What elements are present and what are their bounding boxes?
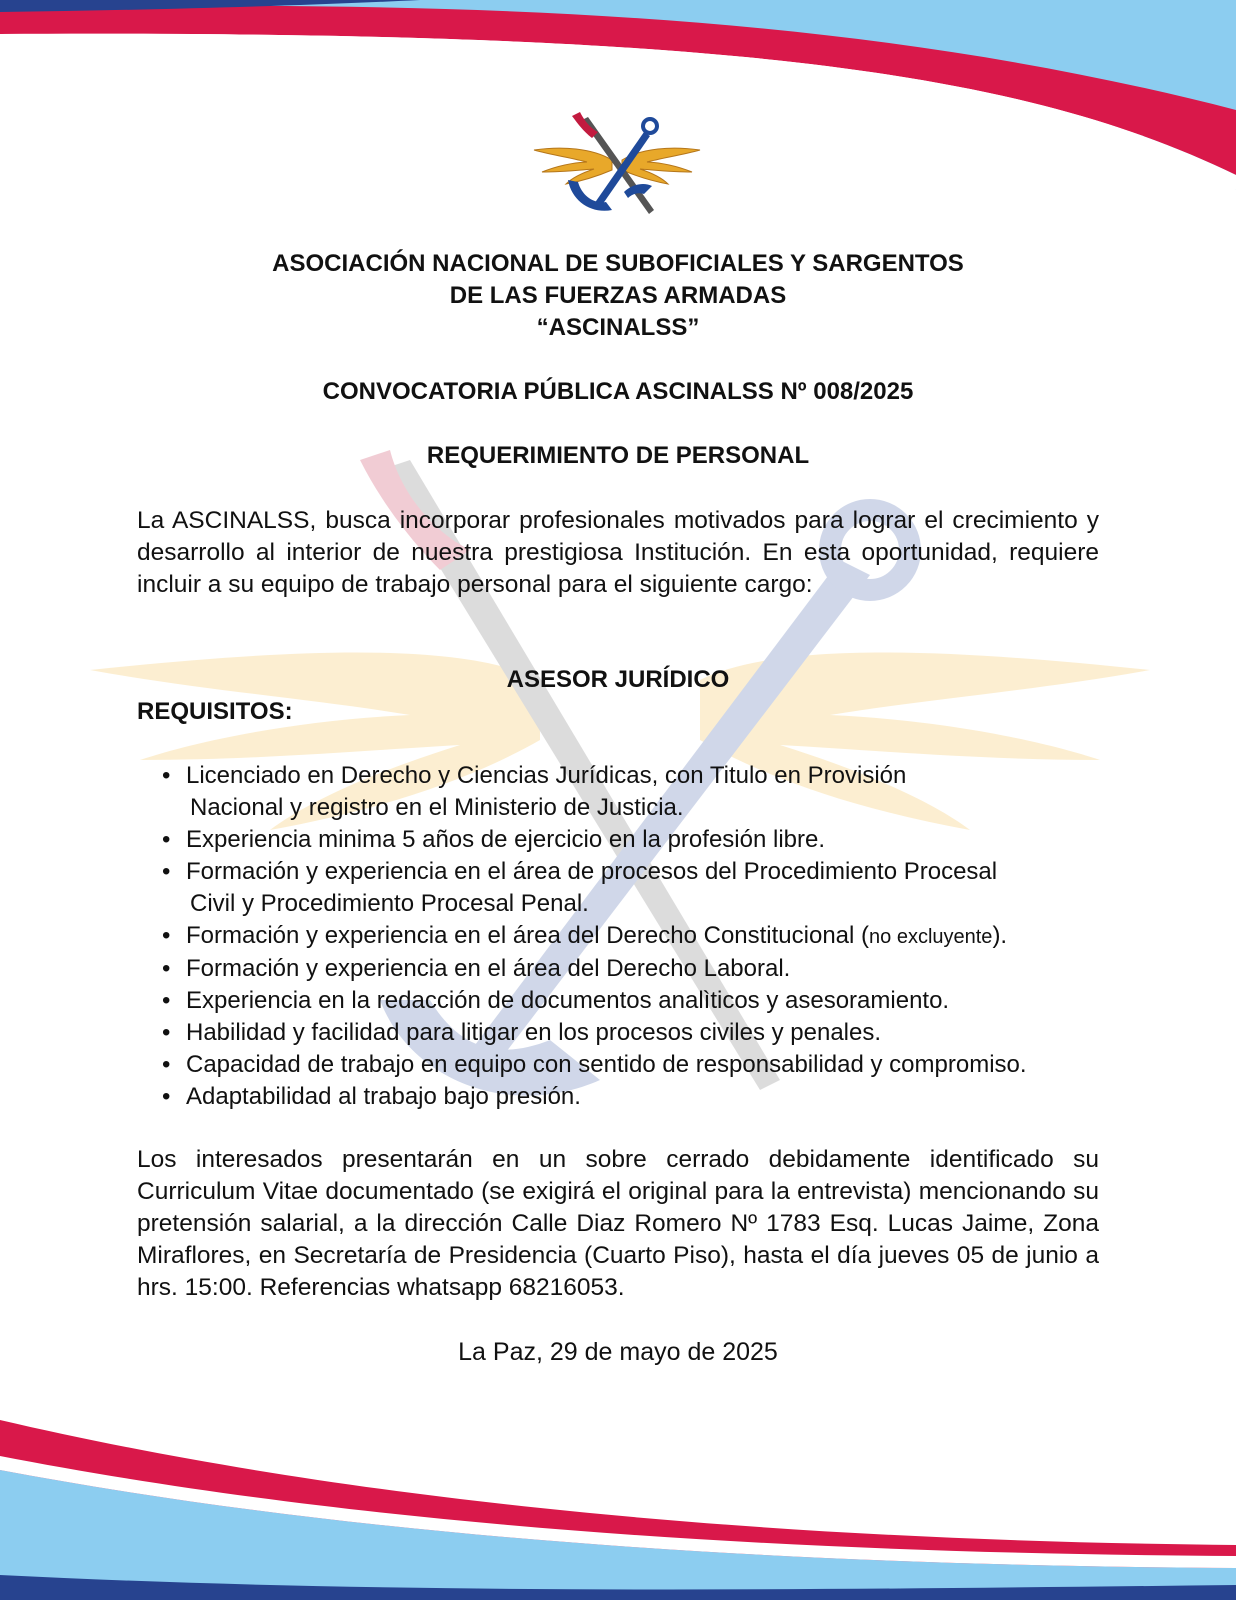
list-item: • Capacidad de trabajo en equipo con sentido de responsabilidad y compromiso. [160,1049,1160,1081]
requerimiento-title: REQUERIMIENTO DE PERSONAL [426,442,810,469]
bullet-icon: • [162,762,171,789]
list-item: • Experiencia en la redacción de documentos analìticos y asesoramiento. [160,985,1160,1017]
organization-name-line1: ASOCIACIÓN NACIONAL DE SUBOFICIALES Y SARGENTOS [272,250,964,277]
bullet-icon: • [162,922,171,949]
convocatoria-title: CONVOCATORIA PÚBLICA ASCINALSS Nº 008/2025 [322,378,914,405]
bullet-icon: • [162,1083,171,1110]
place-date: La Paz, 29 de mayo de 2025 [458,1338,778,1366]
requisitos-title: REQUISITOS: [137,698,293,725]
bullet-icon: • [162,1051,171,1078]
bullet-icon: • [162,858,171,885]
list-item: • Formación y experiencia en el área del Derecho Laboral. [160,953,1160,985]
organization-header [0,248,1236,344]
list-item: • Formación y experiencia en el área del Derecho Constitucional (no excluyente). [160,920,1160,953]
organization-name-line2: DE LAS FUERZAS ARMADAS [449,282,787,309]
bullet-icon: • [162,955,171,982]
bullet-icon: • [162,987,171,1014]
organization-acronym: “ASCINALSS” [536,314,700,341]
requisitos-list [160,760,1160,1113]
list-item: • Habilidad y facilidad para litigar en los procesos civiles y penales. [160,1017,1160,1049]
bullet-icon: • [162,1019,171,1046]
bullet-icon: • [162,826,171,853]
cargo-title: ASESOR JURÍDICO [506,666,730,693]
intro-paragraph: La ASCINALSS, busca incorporar profesionales motivados para lograr el crecimiento y desarrollo al interior de nuestra prestigiosa Institución. En esta oportunidad, requiere incluir a su equipo de trabajo personal para el siguiente cargo: [137,507,1099,598]
list-item: • Experiencia minima 5 años de ejercicio en la profesión libre. [160,824,1160,856]
list-item: • Adaptabilidad al trabajo bajo presión. [160,1081,1160,1113]
list-item: • Formación y experiencia en el área de procesos del Procedimiento Procesal Civil y Procedimiento Procesal Penal. [162,858,998,917]
closing-paragraph: Los interesados presentarán en un sobre cerrado debidamente identificado su Curriculum Vitae documentado (se exigirá el original para la entrevista) mencionando su pretensión salarial, a la dirección Calle Diaz Romero Nº 1783 Esq. Lucas Jaime, Zona Miraflores, en Secretaría de Presidencia (Cuarto Piso), hasta el día jueves 05 de junio a hrs. 15:00. Referencias whatsapp 68216053. [137,1146,1099,1301]
list-item: • Licenciado en Derecho y Ciencias Jurídicas, con Titulo en Provisión Nacional y registro en el Ministerio de Justicia. [162,762,907,821]
ascinalss-emblem-icon [532,110,702,228]
